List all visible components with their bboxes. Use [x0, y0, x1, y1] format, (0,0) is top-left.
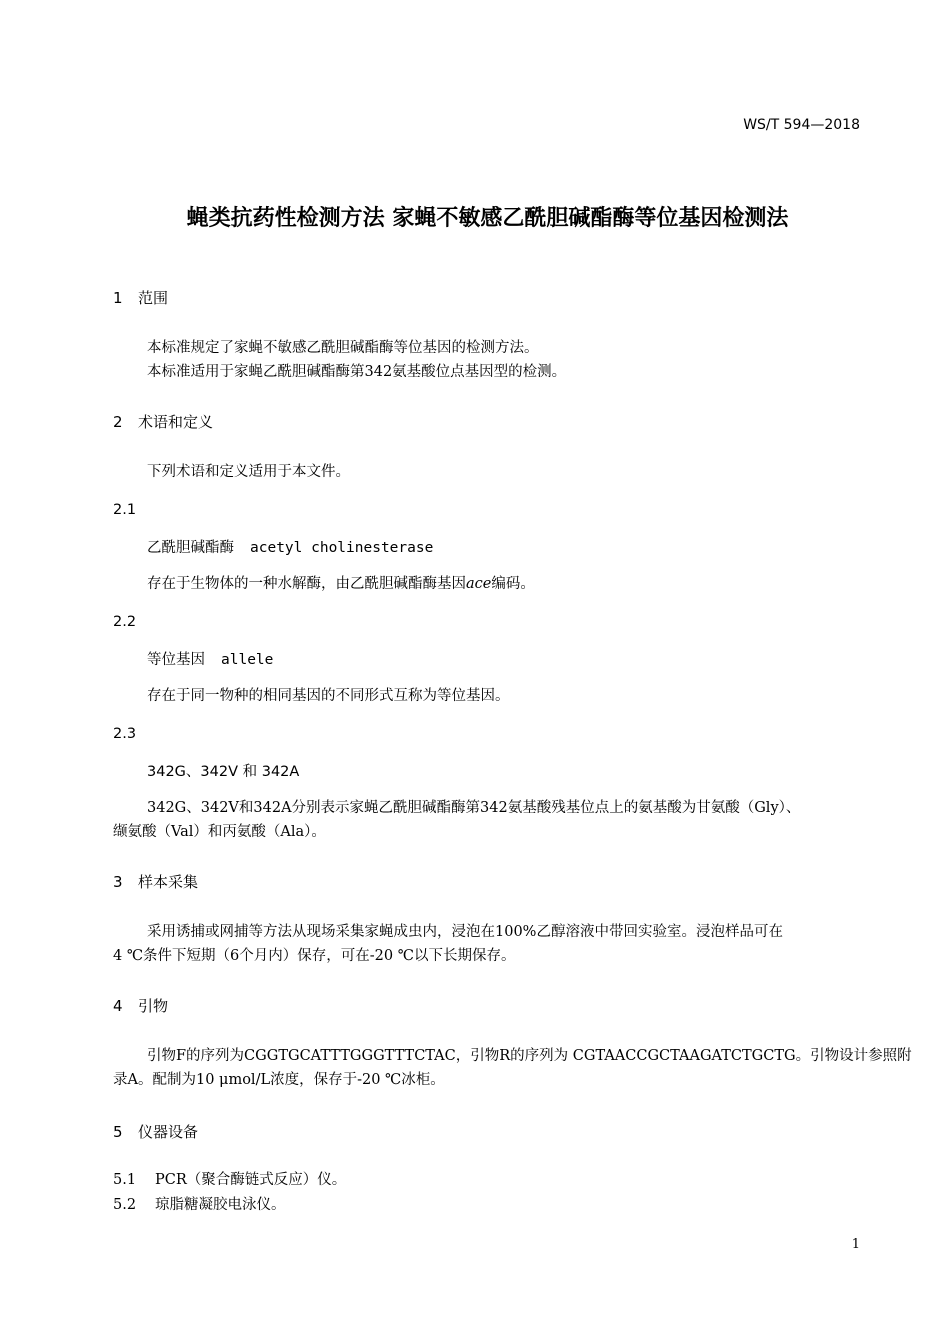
definition: 存在于同一物种的相同基因的不同形式互称为等位基因。: [147, 688, 510, 704]
gene-name: ace: [466, 576, 492, 592]
section-2-heading: [113, 412, 213, 432]
section-3-heading: [113, 872, 198, 892]
paragraph: 下列术语和定义适用于本文件。: [147, 464, 350, 480]
section-number: 4: [113, 997, 123, 1015]
list-item: [113, 1170, 346, 1190]
paragraph: 引物F的序列为CGGTGCATTTGGGTTTCTAC，引物R的序列为 CGTAACCGCTAAGATCTGCTG。引物设计参照附: [147, 1048, 912, 1064]
definition: 缬氨酸（Val）和丙氨酸（Ala）。: [113, 824, 326, 840]
term: [147, 650, 273, 670]
paragraph: 4 ℃条件下短期（6个月内）保存，可在-20 ℃以下长期保存。: [113, 948, 516, 964]
standard-code: WS/T 594—2018: [743, 117, 860, 133]
item-text: PCR（聚合酶链式反应）仪。: [155, 1172, 347, 1188]
section-number: 5: [113, 1123, 123, 1141]
term-zh: 乙酰胆碱酯酶: [147, 540, 234, 556]
definition-text: 存在于生物体的一种水解酶，由乙酰胆碱酯酶基因: [147, 576, 466, 592]
document-title: 蝇类抗药性检测方法 家蝇不敏感乙酰胆碱酯酶等位基因检测法: [186, 206, 789, 231]
paragraph: 录A。配制为10 μmol/L浓度，保存于-20 ℃冰柜。: [113, 1072, 445, 1088]
section-title: 样本采集: [138, 873, 199, 891]
page-number: 1: [851, 1237, 860, 1252]
list-item: [113, 1195, 286, 1215]
section-number: 1: [113, 289, 123, 307]
definition: [147, 574, 535, 594]
term-en: acetyl cholinesterase: [250, 540, 434, 556]
term: [147, 538, 433, 558]
clause-number: 2.1: [113, 502, 137, 518]
section-title: 引物: [138, 997, 169, 1015]
section-1-heading: [113, 288, 168, 308]
item-text: 琼脂糖凝胶电泳仪。: [155, 1197, 286, 1213]
item-number: 5.2: [113, 1197, 137, 1213]
term-en: allele: [221, 652, 274, 668]
section-number: 2: [113, 413, 123, 431]
clause-number: 2.3: [113, 726, 137, 742]
definition: 342G、342V和342A分别表示家蝇乙酰胆碱酯酶第342氨基酸残基位点上的氨基酸为甘氨酸（Gly）、: [147, 800, 801, 816]
paragraph: 本标准规定了家蝇不敏感乙酰胆碱酯酶等位基因的检测方法。: [147, 340, 539, 356]
term: 342G、342V 和 342A: [147, 764, 300, 780]
item-number: 5.1: [113, 1172, 137, 1188]
paragraph: 本标准适用于家蝇乙酰胆碱酯酶第342氨基酸位点基因型的检测。: [147, 364, 567, 380]
clause-number: 2.2: [113, 614, 137, 630]
section-title: 仪器设备: [138, 1123, 199, 1141]
section-5-heading: [113, 1122, 198, 1142]
term-zh: 等位基因: [147, 652, 205, 668]
paragraph: 采用诱捕或网捕等方法从现场采集家蝇成虫内，浸泡在100%乙醇溶液中带回实验室。浸泡样品可在: [147, 924, 783, 940]
section-title: 术语和定义: [138, 413, 214, 431]
section-number: 3: [113, 873, 123, 891]
definition-text: 编码。: [491, 576, 535, 592]
section-4-heading: [113, 996, 168, 1016]
section-title: 范围: [138, 289, 169, 307]
